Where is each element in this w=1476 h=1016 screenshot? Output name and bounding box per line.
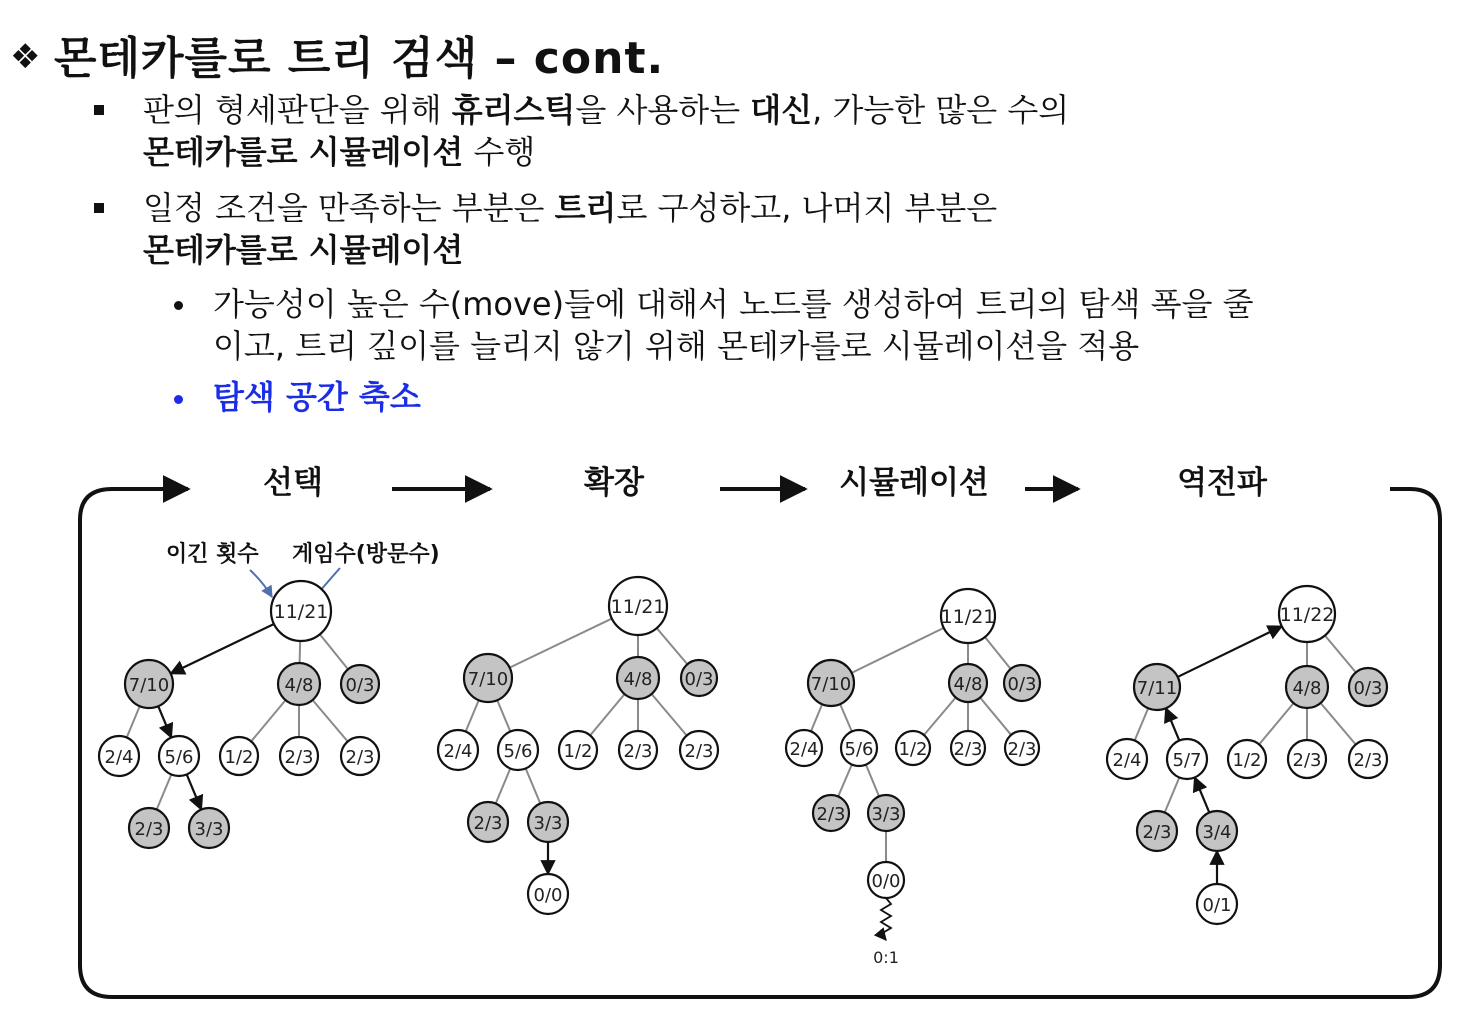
tree-edge — [590, 694, 624, 735]
text: 을 사용하는 — [575, 91, 751, 129]
tree-node — [617, 657, 659, 699]
tree-edge — [1321, 703, 1356, 744]
tree-node-label: 4/8 — [953, 674, 983, 695]
tree-node-label: 3/3 — [533, 813, 563, 834]
slide-title-text: 몬테카를로 트리 검색 – cont. — [54, 33, 665, 84]
tree-node — [868, 862, 904, 898]
tree-node-label: 5/7 — [1172, 750, 1202, 771]
tree-edge — [157, 774, 172, 809]
tree-node — [498, 730, 538, 770]
tree-node — [1279, 586, 1335, 642]
tree-node-label: 3/3 — [194, 819, 224, 840]
tree-edge — [866, 765, 879, 797]
tree-node-label: 1/2 — [1232, 750, 1262, 771]
tree-edge — [251, 700, 285, 741]
tree-node — [1286, 666, 1328, 708]
tree-edge — [466, 700, 479, 731]
tree-node-label: 4/8 — [623, 669, 653, 690]
tree-node-label: 7/10 — [810, 674, 852, 695]
tree-node — [278, 663, 320, 705]
tree-node — [220, 737, 258, 775]
tree-node — [1288, 740, 1326, 778]
tree-node-label: 4/8 — [284, 675, 314, 696]
tree-node — [464, 654, 512, 702]
tree-node — [468, 802, 508, 842]
tree-node — [609, 577, 667, 635]
tree-node — [619, 731, 657, 769]
tree-node — [271, 581, 331, 641]
tree-edge — [652, 694, 687, 735]
tree-node-label: 7/10 — [128, 675, 170, 696]
tree-1 — [99, 581, 379, 848]
tree-node-label: 2/3 — [1007, 739, 1037, 760]
tree-node — [1134, 664, 1180, 710]
tree-node-label: 1/2 — [224, 747, 254, 768]
tree-node-label: 0/3 — [684, 669, 714, 690]
tree-node — [841, 730, 877, 766]
tree-4 — [1107, 586, 1387, 924]
tree-node-label: 2/3 — [134, 819, 164, 840]
tree-node-label: 2/4 — [1112, 750, 1142, 771]
annotation-wins: 이긴 횟수 — [166, 542, 259, 567]
tree-arrow-edge — [1178, 626, 1282, 677]
bold-text: 대신 — [750, 91, 813, 129]
tree-node — [808, 660, 854, 706]
tree-node-label: 1/2 — [898, 739, 928, 760]
tree-node — [280, 737, 318, 775]
stage-label-backpropagation: 역전파 — [1177, 465, 1267, 501]
tree-node — [559, 731, 597, 769]
tree-node — [99, 736, 139, 776]
tree-node — [681, 660, 717, 696]
tree-node — [868, 795, 904, 831]
tree-edge — [300, 641, 301, 663]
tree-node-label: 0/1 — [1202, 895, 1232, 916]
tree-node — [813, 795, 849, 831]
text: , 가능한 많은 수의 — [812, 91, 1070, 129]
tree-node-label: 2/3 — [953, 739, 983, 760]
tree-node-label: 5/6 — [503, 741, 533, 762]
tree-node — [949, 664, 987, 702]
sub-bullet-line-1: 가능성이 높은 수(move)들에 대해서 노드를 생성하여 트리의 탐색 폭을 줄 — [213, 285, 1254, 323]
tree-edge — [1325, 635, 1356, 672]
tree-node-label: 11/21 — [273, 601, 329, 623]
tree-node — [941, 589, 996, 643]
tree-node-label: 2/3 — [1142, 822, 1172, 843]
tree-edge — [1259, 703, 1293, 744]
tree-node-label: 4/8 — [1292, 678, 1322, 699]
tree-node — [786, 730, 822, 766]
tree-node — [528, 802, 568, 842]
tree-edge — [924, 698, 956, 736]
annotation-games: 게임수(방문수) — [292, 542, 440, 567]
tree-node-label: 3/3 — [871, 804, 901, 825]
tree-node — [129, 808, 169, 848]
tree-node-label: 3/4 — [1202, 822, 1232, 843]
tree-node-label: 2/3 — [816, 804, 846, 825]
tree-edge — [127, 706, 140, 737]
tree-edge — [657, 628, 688, 664]
tree-node-label: 0/3 — [1007, 674, 1037, 695]
bold-text: 몬테카를로 시뮬레이션 — [143, 231, 464, 269]
text: 수행 — [463, 133, 536, 171]
tree-node — [1228, 740, 1266, 778]
bold-text: 트리 — [554, 189, 617, 227]
tree-node — [1197, 884, 1237, 924]
tree-edge — [838, 765, 852, 797]
tree-edge — [811, 704, 822, 731]
tree-node-label: 7/10 — [467, 669, 509, 690]
tree-arrow-edge — [171, 624, 274, 674]
tree-arrow-edge — [1166, 708, 1179, 740]
tree-3 — [786, 589, 1040, 967]
bold-text: 몬테카를로 시뮬레이션 — [143, 133, 464, 171]
tree-node — [1167, 739, 1207, 779]
diamond-bullet-icon: ❖ — [10, 37, 42, 77]
tree-node-label: 5/6 — [164, 747, 194, 768]
tree-node — [896, 731, 930, 765]
tree-edge — [526, 768, 541, 803]
stage-label-selection: 선택 — [263, 465, 323, 501]
tree-node — [528, 874, 568, 914]
text: 판의 형세판단을 위해 — [143, 91, 452, 129]
tree-node-label: 0/0 — [533, 885, 563, 906]
simulation-rollout-line — [881, 898, 891, 940]
tree-node-label: 2/3 — [1292, 750, 1322, 771]
tree-node-label: 0/0 — [871, 871, 901, 892]
tree-edge — [496, 768, 511, 803]
highlight-text: 탐색 공간 축소 — [213, 378, 421, 416]
tree-node-label: 11/21 — [610, 596, 666, 618]
tree-edge — [1135, 708, 1148, 740]
tree-node-label: 5/6 — [844, 739, 874, 760]
tree-edge — [320, 634, 348, 669]
tree-node-label: 11/21 — [940, 606, 996, 628]
tree-node-label: 2/3 — [684, 741, 714, 762]
tree-node-label: 2/3 — [1353, 750, 1383, 771]
text: 로 구성하고, 나머지 부분은 — [616, 189, 998, 227]
tree-node — [1349, 740, 1387, 778]
sub-bullet-line-2: 이고, 트리 깊이를 늘리지 않기 위해 몬테카를로 시뮬레이션을 적용 — [213, 327, 1140, 365]
bold-text: 휴리스틱 — [451, 91, 576, 129]
tree-node-label: 1/2 — [563, 741, 593, 762]
tree-edge — [1165, 777, 1180, 812]
tree-edge — [840, 704, 852, 731]
tree-edge — [497, 700, 510, 731]
tree-node — [1349, 668, 1387, 706]
tree-node-label: 2/3 — [623, 741, 653, 762]
stage-label-expansion: 확장 — [584, 465, 644, 501]
tree-node-label: 0/3 — [1353, 678, 1383, 699]
tree-node — [1004, 665, 1040, 701]
tree-node — [341, 665, 379, 703]
tree-edge — [985, 637, 1011, 669]
stage-label-simulation: 시뮬레이션 — [839, 465, 989, 501]
tree-edge — [980, 698, 1011, 735]
tree-node-label: 2/4 — [443, 741, 473, 762]
tree-node-label: 2/3 — [284, 747, 314, 768]
tree-node-label: 2/3 — [473, 813, 503, 834]
simulation-result-label: 0:1 — [873, 948, 899, 967]
tree-node-label: 7/11 — [1136, 678, 1178, 699]
tree-edge — [510, 619, 612, 668]
tree-node — [1005, 731, 1039, 765]
tree-node — [159, 736, 199, 776]
tree-node — [438, 730, 478, 770]
tree-node — [1137, 811, 1177, 851]
tree-node-label: 2/3 — [345, 747, 375, 768]
tree-node-label: 2/4 — [104, 747, 134, 768]
text: 일정 조건을 만족하는 부분은 — [143, 189, 555, 227]
tree-node — [680, 731, 718, 769]
annotation-arrow — [250, 570, 272, 597]
tree-arrow-edge — [158, 706, 171, 737]
tree-arrow-edge — [1195, 777, 1210, 812]
tree-2 — [438, 577, 718, 914]
tree-node-label: 2/4 — [789, 739, 819, 760]
tree-node — [1197, 811, 1237, 851]
tree-node — [1107, 739, 1147, 779]
tree-node-label: 0/3 — [345, 675, 375, 696]
tree-node — [189, 808, 229, 848]
tree-node — [341, 737, 379, 775]
tree-arrow-edge — [187, 774, 202, 809]
tree-node — [125, 660, 173, 708]
tree-edge — [852, 628, 944, 673]
tree-node — [951, 731, 985, 765]
tree-edge — [313, 700, 348, 741]
tree-node-label: 11/22 — [1279, 604, 1335, 626]
